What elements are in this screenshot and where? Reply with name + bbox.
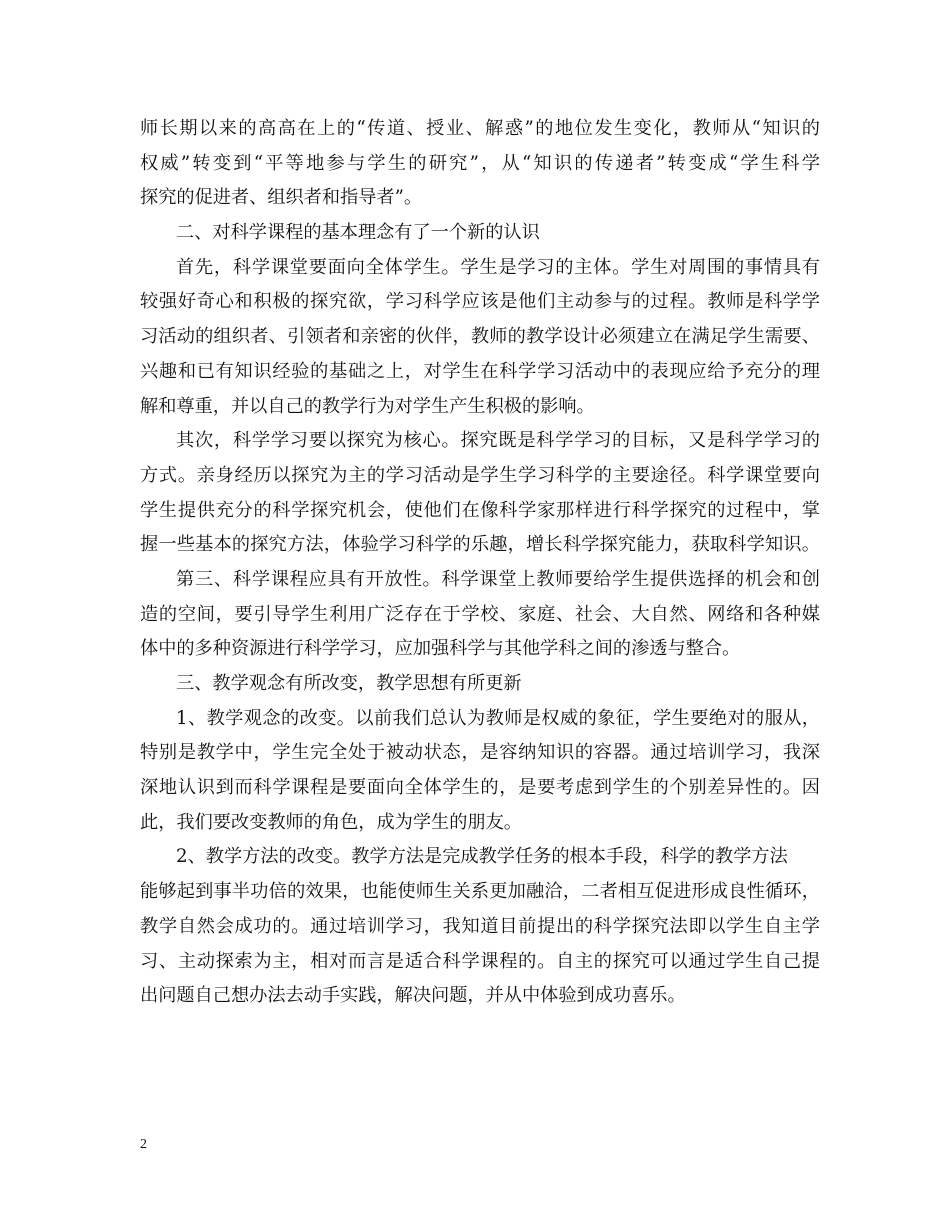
text-line: 探究的促进者、组织者和指导者”。 bbox=[140, 187, 423, 209]
text-line: 1、教学观念的改变。以前我们总认为教师是权威的象征，学生要绝对的服从， bbox=[176, 707, 820, 729]
text-line: 习、主动探索为主，相对而言是适合科学课程的。自主的探究可以通过学生自己提 bbox=[140, 950, 820, 972]
text-line: 解和尊重，并以自己的教学行为对学生产生积极的影响。 bbox=[140, 395, 595, 417]
text-line: 师长期以来的高高在上的“传道、授业、解惑”的地位发生变化，教师从“知识的 bbox=[140, 118, 820, 139]
text-line: 方式。亲身经历以探究为主的学习活动是学生学习科学的主要途径。科学课堂要向 bbox=[140, 464, 820, 486]
text-line: 较强好奇心和积极的探究欲，学习科学应该是他们主动参与的过程。教师是科学学 bbox=[140, 291, 820, 313]
text-line: 其次，科学学习要以探究为核心。探究既是科学学习的目标，又是科学学习的 bbox=[176, 430, 820, 452]
text-line: 能够起到事半功倍的效果，也能使师生关系更加融洽，二者相互促进形成良性循环， bbox=[140, 881, 820, 903]
text-line: 体中的多种资源进行科学学习，应加强科学与其他学科之间的渗透与整合。 bbox=[140, 638, 741, 660]
text-line: 2、教学方法的改变。教学方法是完成教学任务的根本手段，科学的教学方法 bbox=[176, 846, 788, 868]
text-line: 第三、科学课程应具有开放性。科学课堂上教师要给学生提供选择的机会和创 bbox=[176, 568, 820, 590]
text-line: 深地认识到而科学课程是要面向全体学生的，是要考虑到学生的个别差异性的。因 bbox=[140, 777, 820, 799]
text-line: 首先，科学课堂要面向全体学生。学生是学习的主体。学生对周围的事情具有 bbox=[176, 256, 820, 278]
text-line: 习活动的组织者、引领者和亲密的伙伴，教师的教学设计必须建立在满足学生需要、 bbox=[140, 326, 820, 348]
text-line: 出问题自己想办法去动手实践，解决问题，并从中体验到成功喜乐。 bbox=[140, 985, 686, 1007]
document-body bbox=[140, 112, 820, 1014]
text-line: 握一些基本的探究方法，体验学习科学的乐趣，增长科学探究能力，获取科学知识。 bbox=[140, 534, 820, 556]
text-line: 二、对科学课程的基本理念有了一个新的认识 bbox=[176, 222, 540, 244]
text-line: 三、教学观念有所改变，教学思想有所更新 bbox=[176, 673, 522, 694]
text-line: 特别是教学中，学生完全处于被动状态，是容纳知识的容器。通过培训学习，我深 bbox=[140, 742, 820, 764]
text-line: 学生提供充分的科学探究机会，使他们在像科学家那样进行科学探究的过程中，掌 bbox=[140, 499, 820, 521]
page-number: 2 bbox=[140, 1137, 147, 1152]
text-line: 权威”转变到“平等地参与学生的研究”，从“知识的传递者”转变成“学生科学 bbox=[140, 152, 820, 174]
text-line: 兴趣和已有知识经验的基础之上，对学生在科学学习活动中的表现应给予充分的理 bbox=[140, 360, 820, 382]
text-line: 教学自然会成功的。通过培训学习，我知道目前提出的科学探究法即以学生自主学 bbox=[140, 915, 820, 937]
text-line: 造的空间，要引导学生利用广泛存在于学校、家庭、社会、大自然、网络和各种媒 bbox=[140, 603, 820, 625]
text-line: 此，我们要改变教师的角色，成为学生的朋友。 bbox=[140, 811, 522, 833]
